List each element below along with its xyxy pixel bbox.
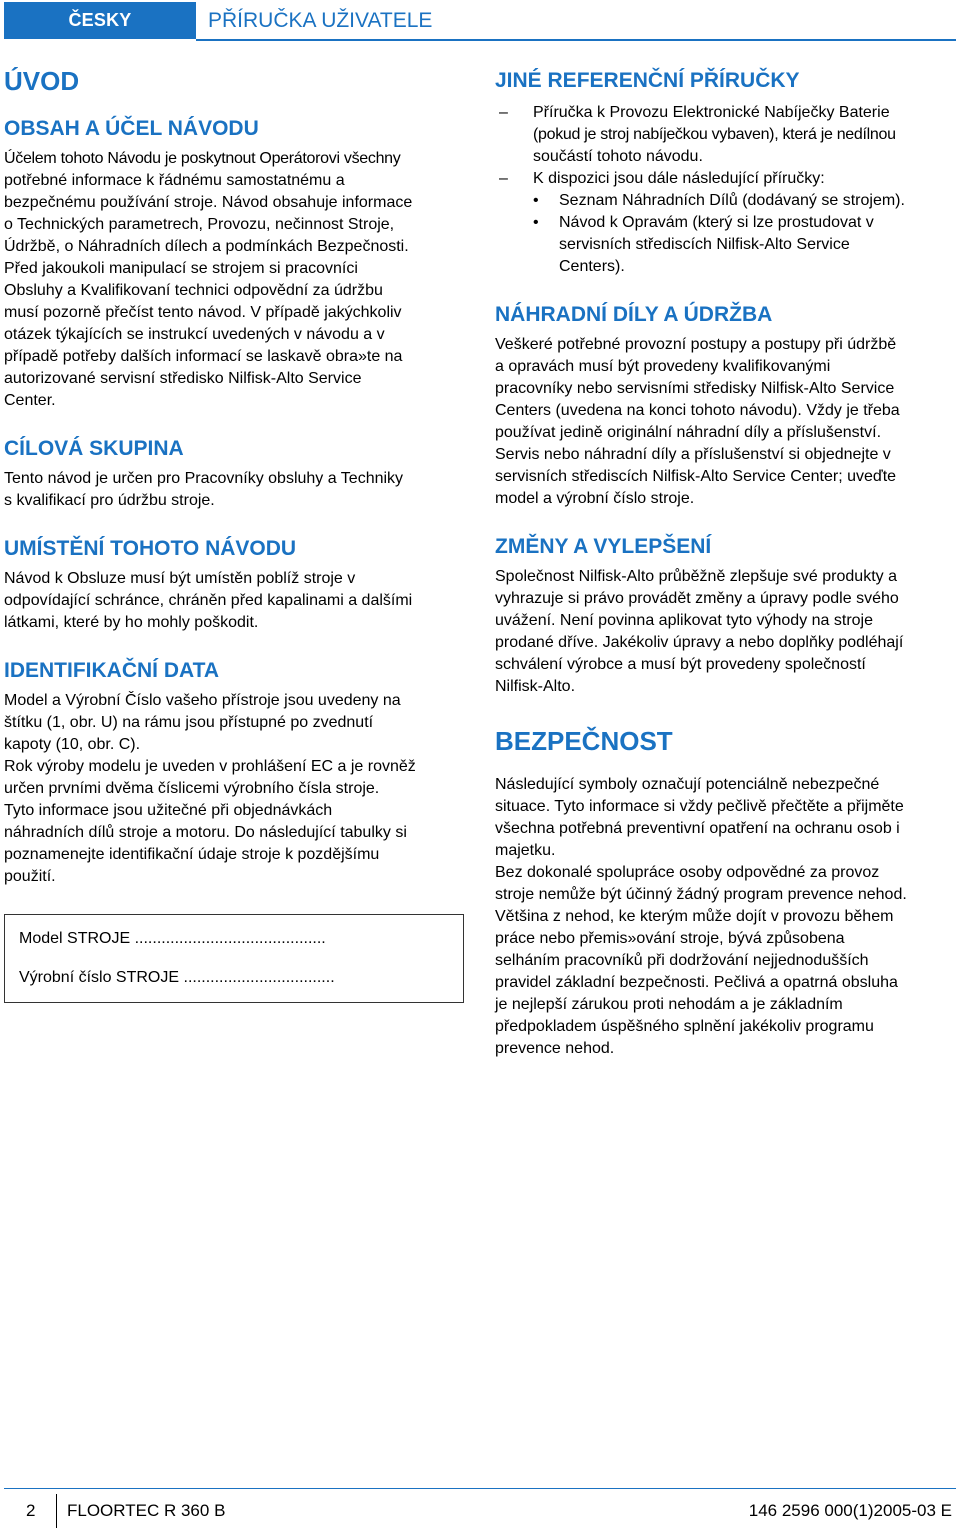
dash-marker: – [499,104,508,121]
text-line: bezpečnému používání stroje. Návod obsahuje informace [4,194,413,211]
zmeny-heading: ZMĚNY A VYLEPŠENÍ [495,535,712,558]
dash-marker: – [499,170,508,187]
text-line: Tento návod je určen pro Pracovníky obsluhy a Techniky [4,470,404,487]
text-line: Údržbě, o Náhradních dílech a podmínkách Bezpečnosti. [4,238,409,255]
bullet-marker: • [533,192,539,209]
text-line: Center. [4,392,56,409]
umisteni-paragraph [4,568,466,634]
footer-document-code: 146 2596 000(1)2005-03 E [748,1501,952,1520]
text-line: Tyto informace jsou užitečné při objednávkách [4,802,333,819]
text-line: určen prvními dvěma číslicemi výrobního čísla stroje. [4,780,380,797]
umisteni-heading: UMÍSTĚNÍ TOHOTO NÁVODU [4,537,297,560]
text-line: použití. [4,868,56,885]
bullet-marker: • [533,214,539,231]
left-column [4,60,466,1003]
text-line: prevence nehod. [495,1040,615,1057]
ident-paragraph [4,690,466,888]
uvod-heading: ÚVOD [4,66,80,96]
text-line: případě potřeby dalších informací se laskavě obra»te na [4,348,403,365]
text-line: selháním pracovníků při dodržování nejjednodušších [495,952,869,969]
text-line: prodané dříve. Jakékoliv úpravy a nebo doplňky podléhají [495,634,904,651]
text-line: a opravách musí být provedeny kvalifikovanými [495,358,831,375]
text-line: je nejlepší zárukou proti nehodám a je základním [495,996,843,1013]
identification-box [4,914,464,1003]
text-line: Obsluhy a Kvalifikovaní technici odpovědní za údržbu [4,282,383,299]
text-line: pracovníky nebo servisními středisky Nilfisk-Alto Service [495,380,895,397]
text-line: situace. Tyto informace si vždy pečlivě přečtěte a přijměte [495,798,904,815]
text-line: (pokud je stroj nabíječkou vybaven), která je nedílnou [533,126,896,143]
text-line: Většina z nehod, ke kterým může dojít v provozu během [495,908,894,925]
list-item [495,212,955,278]
text-line: látkami, které by ho mohly poškodit. [4,614,259,631]
text-line: K dispozici jsou dále následující příručky: [533,170,825,187]
jine-heading: JINÉ REFERENČNÍ PŘÍRUČKY [495,69,800,92]
text-line: Návod k Obsluze musí být umístěn poblíž stroje v [4,570,356,587]
text-line: poznamenejte identifikační údaje stroje k pozdějšímu [4,846,380,863]
nahradni-paragraph [495,334,955,510]
text-line: Centers). [559,258,625,275]
list-item [495,168,955,190]
text-line: odpovídající schránce, chráněn před kapalinami a dalšími [4,592,413,609]
text-line: Model a Výrobní Číslo vašeho přístroje jsou uvedeny na [4,692,401,709]
bezpecnost-paragraph [495,774,955,1060]
text-line: schválení výrobce a musí být provedeny společností [495,656,866,673]
text-line: vyhrazuje si právo provádět změny a úpravy podle svého [495,590,899,607]
text-line: pravidel základní bezpečnosti. Pečlivá a opatrná obsluha [495,974,898,991]
text-line: štítku (1, obr. U) na rámu jsou přístupné po zvednutí [4,714,374,731]
text-line: potřebné informace k řádnému samostatnému a [4,172,345,189]
footer-model: FLOORTEC R 360 B [67,1501,226,1520]
text-line: servisních střediscích Nilfisk-Alto Service Center; uveďte [495,468,897,485]
text-line: Návod k Opravám (který si lze prostudovat v [559,214,874,231]
header-rule [196,39,956,41]
serial-field: Výrobní číslo STROJE .................................. [19,969,335,986]
text-line: model a výrobní číslo stroje. [495,490,695,507]
manual-title: PŘÍRUČKA UŽIVATELE [208,9,433,32]
text-line: Centers (uvedena na konci tohoto návodu). Vždy je třeba [495,402,900,419]
list-item [495,102,955,168]
nahradni-heading: NÁHRADNÍ DÍLY A ÚDRŽBA [495,303,773,326]
text-line: uvážení. Není povinna aplikovat tyto výhody na stroje [495,612,873,629]
ident-heading: IDENTIFIKAČNÍ DATA [4,659,220,682]
obsah-paragraph [4,148,466,412]
text-line: Seznam Náhradních Dílů (dodávaný se strojem). [559,192,905,209]
text-line: otázek týkajících se instrukcí uvedených v návodu a v [4,326,385,343]
text-line: předpokladem úspěšného splnění jakékoliv programu [495,1018,874,1035]
text-line: Před jakoukoli manipulací se strojem si pracovníci [4,260,358,277]
reference-list [495,102,955,278]
text-line: součástí tohoto návodu. [533,148,703,165]
bezpecnost-heading: BEZPEČNOST [495,726,673,756]
text-line: Následující symboly označují potenciálně nebezpečné [495,776,880,793]
obsah-heading: OBSAH A ÚČEL NÁVODU [4,117,259,140]
text-line: Nilfisk-Alto. [495,678,576,695]
text-line: musí pozorně přečíst tento návod. V případě jakýchkoliv [4,304,402,321]
text-line: Společnost Nilfisk-Alto průběžně zlepšuje své produkty a [495,568,897,585]
language-tab: ČESKY [4,2,196,39]
text-line: Účelem tohoto Návodu je poskytnout Operátorovi všechny [4,150,401,167]
text-line: používat jedině originální náhradní díly a příslušenství. [495,424,882,441]
text-line: náhradních dílů stroje a motoru. Do následující tabulky si [4,824,407,841]
text-line: o Technických parametrech, Provozu, nečinnost Stroje, [4,216,395,233]
list-item [495,190,955,212]
text-line: práce nebo přemis»ování stroje, bývá způsobena [495,930,845,947]
text-line: Servis nebo náhradní díly a příslušenství si objednejte v [495,446,891,463]
footer-separator [56,1494,57,1528]
text-line: Veškeré potřebné provozní postupy a postupy při údržbě [495,336,897,353]
text-line: servisních střediscích Nilfisk-Alto Service [559,236,850,253]
text-line: Bez dokonalé spolupráce osoby odpovědné za provoz [495,864,880,881]
right-column [495,60,955,1060]
zmeny-paragraph [495,566,955,698]
text-line: s kvalifikací pro údržbu stroje. [4,492,215,509]
footer-rule [4,1488,956,1489]
page-number: 2 [26,1501,36,1520]
text-line: stroje nemůže být účinný žádný program prevence nehod. [495,886,907,903]
text-line: majetku. [495,842,556,859]
cilova-paragraph [4,468,466,512]
text-line: všechna potřebná preventivní opatření na ochranu osob i [495,820,900,837]
text-line: Příručka k Provozu Elektronické Nabíječky Baterie [533,104,890,121]
cilova-heading: CÍLOVÁ SKUPINA [4,437,184,460]
text-line: autorizované servisní středisko Nilfisk-Alto Service [4,370,362,387]
text-line: kapoty (10, obr. C). [4,736,141,753]
model-field: Model STROJE ........................................... [19,930,326,947]
text-line: Rok výroby modelu je uveden v prohlášení EC a je rovněž [4,758,416,775]
